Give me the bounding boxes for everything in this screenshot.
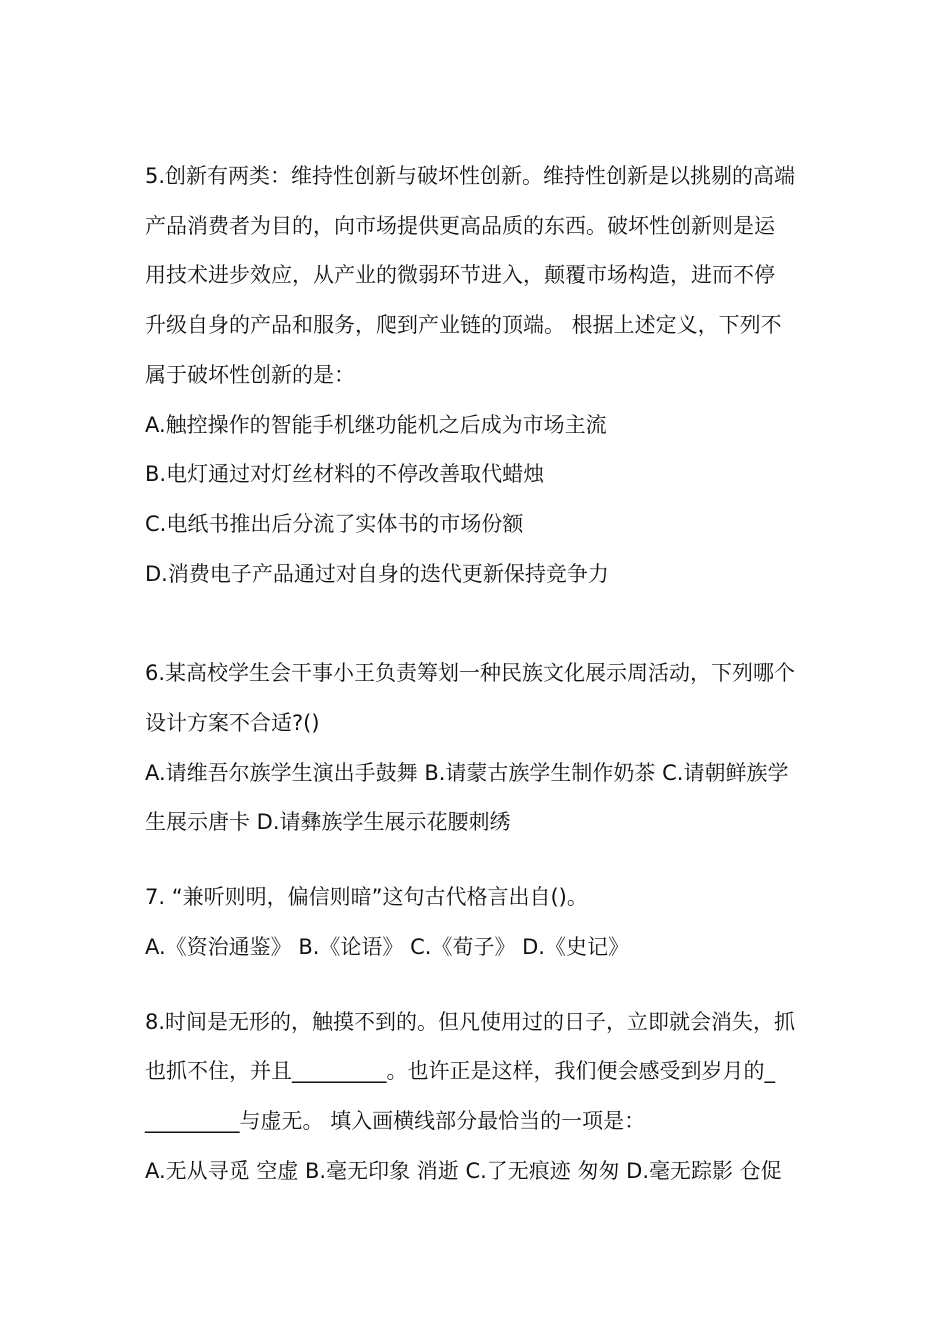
- question-text-line: 7. “兼听则明，偏信则暗”这句古代格言出自()。: [145, 885, 588, 910]
- options-line: A.请维吾尔族学生演出手鼓舞 B.请蒙古族学生制作奶茶 C.请朝鲜族学: [145, 760, 789, 785]
- spacer: [145, 599, 810, 649]
- options-line: 生展示唐卡 D.请彝族学生展示花腰刺绣: [145, 810, 511, 835]
- spacer: [145, 848, 810, 873]
- question-text-line: 设计方案不合适?(): [145, 711, 320, 736]
- question-text-line: 5.创新有两类：维持性创新与破坏性创新。维持性创新是以挑剔的高端: [145, 164, 796, 188]
- question-6: [145, 649, 810, 848]
- question-7: [145, 873, 810, 972]
- options-line: A.《资治通鉴》 B.《论语》 C.《荀子》 D.《史记》: [145, 934, 629, 959]
- option-a: A.触控操作的智能手机继功能机之后成为市场主流: [145, 412, 607, 437]
- spacer: [145, 973, 810, 998]
- question-text-line: 也抓不住，并且_________。也许正是这样，我们便会感受到岁月的_: [145, 1059, 775, 1084]
- question-text-line: 升级自身的产品和服务，爬到产业链的顶端。 根据上述定义，下列不: [145, 313, 782, 338]
- option-d: D.消费电子产品通过对自身的迭代更新保持竞争力: [145, 561, 609, 586]
- document-page: [145, 152, 810, 1196]
- question-8: [145, 998, 810, 1197]
- question-text-line: 用技术进步效应，从产业的微弱环节进入，颠覆市场构造，进而不停: [145, 263, 775, 288]
- question-text-line: 产品消费者为目的，向市场提供更高品质的东西。破坏性创新则是运: [145, 213, 775, 238]
- option-b: B.电灯通过对灯丝材料的不停改善取代蜡烛: [145, 462, 545, 487]
- question-5: [145, 152, 810, 599]
- options-line: A.无从寻觅 空虚 B.毫无印象 消逝 C.了无痕迹 匆匆 D.毫无踪影 仓促: [145, 1158, 782, 1183]
- question-text-line: 6.某高校学生会干事小王负责筹划一种民族文化展示周活动，下列哪个: [145, 661, 796, 686]
- option-c: C.电纸书推出后分流了实体书的市场份额: [145, 511, 524, 536]
- question-text-line: _________与虚无。 填入画横线部分最恰当的一项是：: [145, 1108, 646, 1133]
- question-text-line: 属于破坏性创新的是：: [145, 362, 355, 387]
- question-text-line: 8.时间是无形的，触摸不到的。但凡使用过的日子，立即就会消失，抓: [145, 1009, 796, 1034]
